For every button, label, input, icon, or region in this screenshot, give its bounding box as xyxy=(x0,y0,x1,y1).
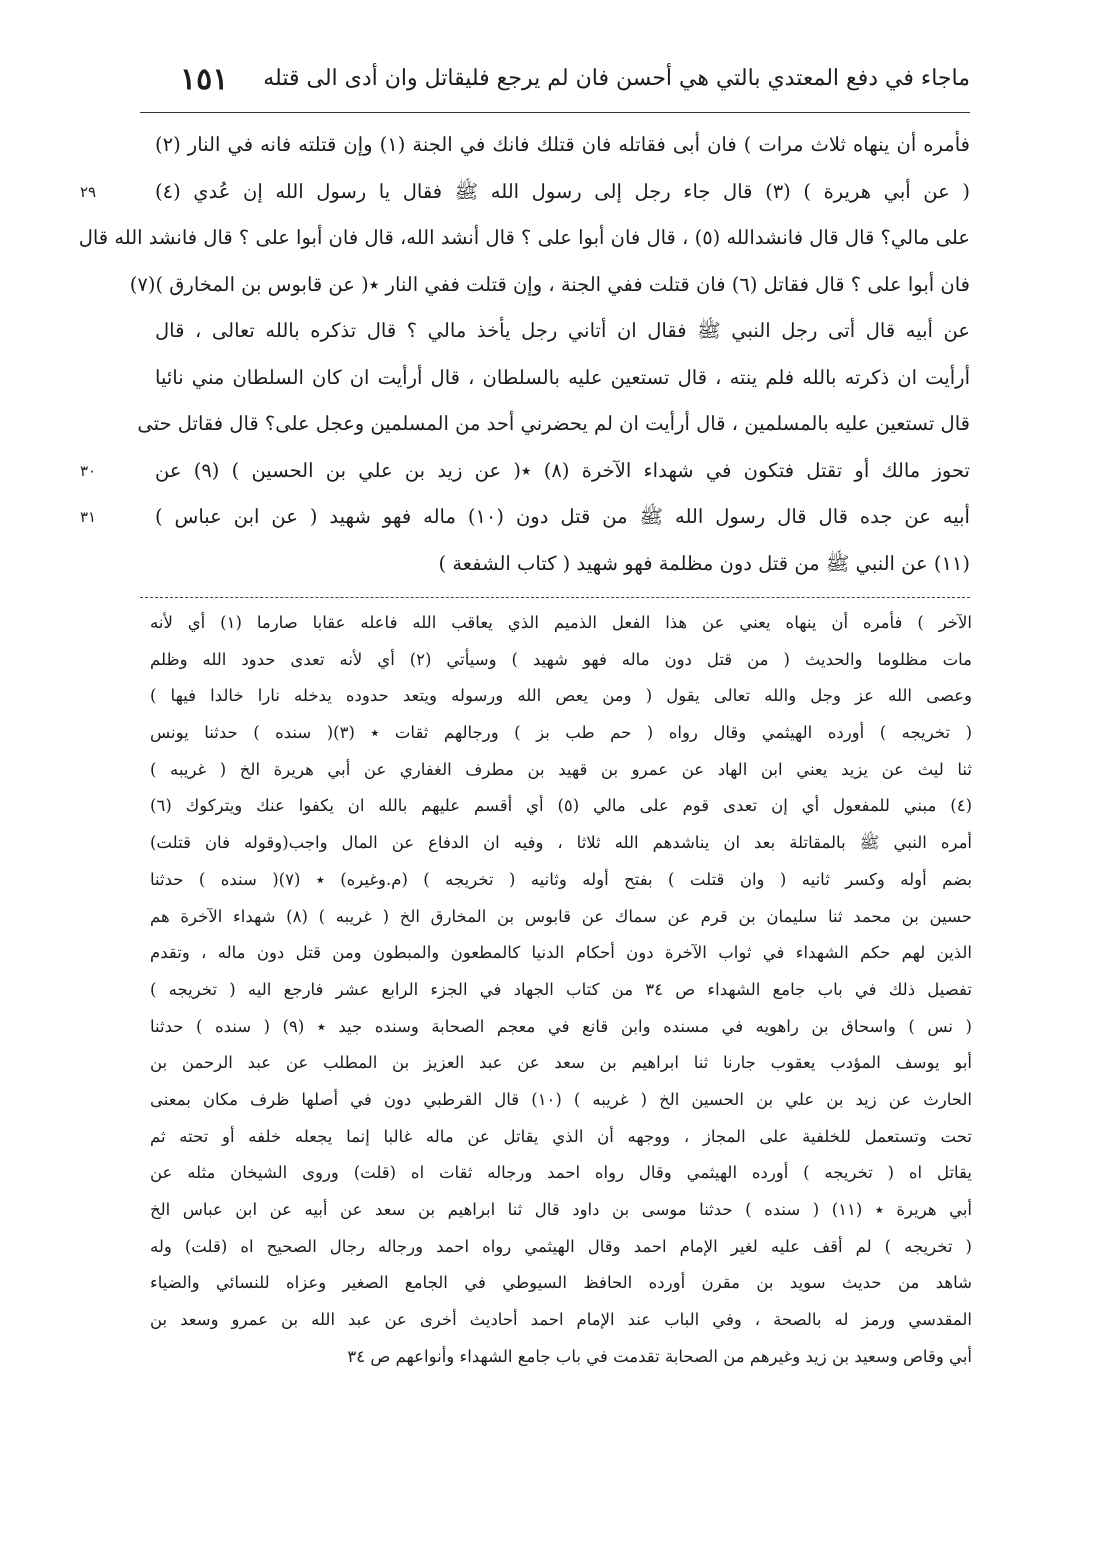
footnote-line: أبو يوسف المؤدب يعقوب جارنا ثنا ابراهيم بن سعد عن عبد العزيز بن المطلب عن عبد الرحمن بن xyxy=(150,1053,972,1073)
footnote-line: يقاتل اه ( تخريجه ) أورده الهيثمي وقال رواه احمد ورجاله ثقات اه (قلت) وروى الشيخان مثله عن xyxy=(150,1163,972,1183)
footnote-line: الآخر ) فأمره أن ينهاه يعني عن هذا الفعل الذميم الذي يعاقب الله فاعله عقابا صارما (١) أي لأنه xyxy=(150,613,972,632)
footnote-line: وعصى الله عز وجل والله تعالى يقول ( ومن يعص الله ورسوله ويتعد حدوده يدخله نارا خالدا فيها ) xyxy=(150,686,972,706)
footnote-line: أبي وقاص وسعيد بن زيد وغيرهم من الصحابة تقدمت في باب جامع الشهداء وأنواعهم ص ٣٤ xyxy=(347,1346,972,1366)
footnote-line: تفصيل ذلك في باب جامع الشهداء ص ٣٤ من كتاب الجهاد في الجزء الرابع عشر فارجع اليه ( تخريجه ) xyxy=(150,979,972,999)
header-rule xyxy=(140,112,970,113)
main-text-line: على مالي؟ قال قال فانشدالله (٥) ، قال فان أبوا على ؟ قال أنشد الله، قال فان أبوا على ؟ قال فانشد الله قال xyxy=(78,226,970,249)
main-text-line: أرأيت ان ذكرته بالله فلم ينته ، قال تستعين عليه بالسلطان ، قال أرأيت ان كان السلطان مني نائيا xyxy=(155,365,970,389)
main-text-line: (١١) عن النبي ﷺ من قتل دون مظلمة فهو شهيد ( كتاب الشفعة ) xyxy=(438,551,970,575)
footnote-line: تحت وتستعمل للخلفية على المجاز ، ووجهه أن الذي يقاتل عن ماله غالبا إنما يجعله خلفه أو تحته ثم xyxy=(150,1126,972,1146)
footnote-line: مات مظلوما والحديث ( من قتل دون ماله فهو شهيد ) وسيأتي (٢) أي لأنه تعدى حدود الله وظلم xyxy=(150,649,972,669)
footnote-line: شاهد من حديث سويد بن مقرن أورده الحافظ السيوطي في الجامع الصغير وعزاه للنسائي والضياء xyxy=(150,1273,972,1293)
footnote-line: المقدسي ورمز له بالصحة ، وفي الباب عند الإمام احمد أحاديث أخرى عن عبد الله بن عمرو وسعد بن xyxy=(150,1310,972,1330)
main-text-line: تحوز مالك أو تقتل فتكون في شهداء الآخرة (٨) ٭( عن زيد بن علي بن الحسين ) (٩) عن xyxy=(155,458,970,482)
margin-number: ٢٩ xyxy=(80,183,97,201)
footnote-line: بضم أوله وكسر ثانيه ( وان قتلت ) بفتح أوله وثانيه ( تخريجه ) (م.وغيره) ٭ (٧)( سنده ) حدثنا xyxy=(150,869,972,889)
margin-number: ٣٠ xyxy=(80,462,97,480)
page-number: ١٥١ xyxy=(180,62,229,97)
page-header xyxy=(150,58,970,108)
footnote-line: ثنا ليث عن يزيد يعني ابن الهاد عن عمرو بن قهيد بن مطرف الغفاري عن أبي هريرة الخ ( غريبه ) xyxy=(150,759,972,779)
footnote-line: أمره النبي ﷺ بالمقاتلة بعد ان يناشدهم الله ثلاثا ، وفيه ان الدفاع عن المال واجب(وقوله فان قتلت) xyxy=(150,833,972,853)
main-text-line: فان أبوا على ؟ قال فقاتل (٦) فان قتلت ففي الجنة ، وإن قتلت ففي النار ٭( عن قابوس بن المخارق )(٧) xyxy=(129,272,970,296)
notes-separator xyxy=(140,597,970,598)
footnote-line: أبي هريرة ٭ (١١) ( سنده ) حدثنا موسى بن داود قال ثنا ابراهيم بن سعد عن أبيه عن ابن عباس الخ xyxy=(150,1200,972,1219)
running-title: ماجاء في دفع المعتدي بالتي هي أحسن فان لم يرجع فليقاتل وان أدى الى قتله xyxy=(263,66,970,91)
main-text-line: قال تستعين عليه بالمسلمين ، قال أرأيت ان لم يحضرني أحد من المسلمين وعجل على؟ قال فقاتل حتى xyxy=(137,412,970,435)
footnote-line: الذين لهم حكم الشهداء في ثواب الآخرة دون أحكام الدنيا كالمطعون والمبطون ومن قتل دون ماله ، وتقدم xyxy=(150,943,972,963)
footnote-line: ( تخريجه ) أورده الهيثمي وقال رواه ( حم طب بز ) ورجالهم ثقات ٭ (٣)( سنده ) حدثنا يونس xyxy=(150,723,973,743)
footnote-line: حسين بن محمد ثنا سليمان بن قرم عن سماك عن قابوس بن المخارق الخ ( غريبه ) (٨) شهداء الآخرة هم xyxy=(150,906,972,926)
footnotes xyxy=(150,605,972,1375)
main-text-line: فأمره أن ينهاه ثلاث مرات ) فان أبى فقاتله فان قتلك فانك في الجنة (١) وإن قتلته فانه في النار (٢) xyxy=(155,133,970,156)
margin-number: ٣١ xyxy=(80,508,97,526)
main-text-line: عن أبيه قال أتى رجل النبي ﷺ فقال ان أتاني رجل يأخذ مالي ؟ قال تذكره بالله تعالى ، قال xyxy=(155,319,970,342)
main-text-line: ( عن أبي هريرة ) (٣) قال جاء رجل إلى رسول الله ﷺ فقال يا رسول الله إن عُدي (٤) xyxy=(155,179,970,203)
footnote-line: (٤) مبني للمفعول أي إن تعدى قوم على مالي (٥) أي أقسم عليهم بالله ان يكفوا عنك ويتركوك (٦) xyxy=(150,796,972,816)
footnote-line: الحارث عن زيد بن علي بن الحسين الخ ( غريبه ) (١٠) قال القرطبي دون في أصلها ظرف مكان بمعنى xyxy=(150,1089,972,1109)
footnote-line: ( تخريجه ) لم أقف عليه لغير الإمام احمد وقال الهيثمي رواه احمد ورجاله رجال الصحيح اه (قلت) وله xyxy=(150,1236,972,1256)
main-text-line: أبيه عن جده قال قال رسول الله ﷺ من قتل دون (١٠) ماله فهو شهيد ( عن ابن عباس ) xyxy=(155,505,970,528)
footnote-line: ( نس ) واسحاق بن راهويه في مسنده وابن قانع في معجم الصحابة وسنده جيد ٭ (٩) ( سنده ) حدثنا xyxy=(150,1016,972,1036)
